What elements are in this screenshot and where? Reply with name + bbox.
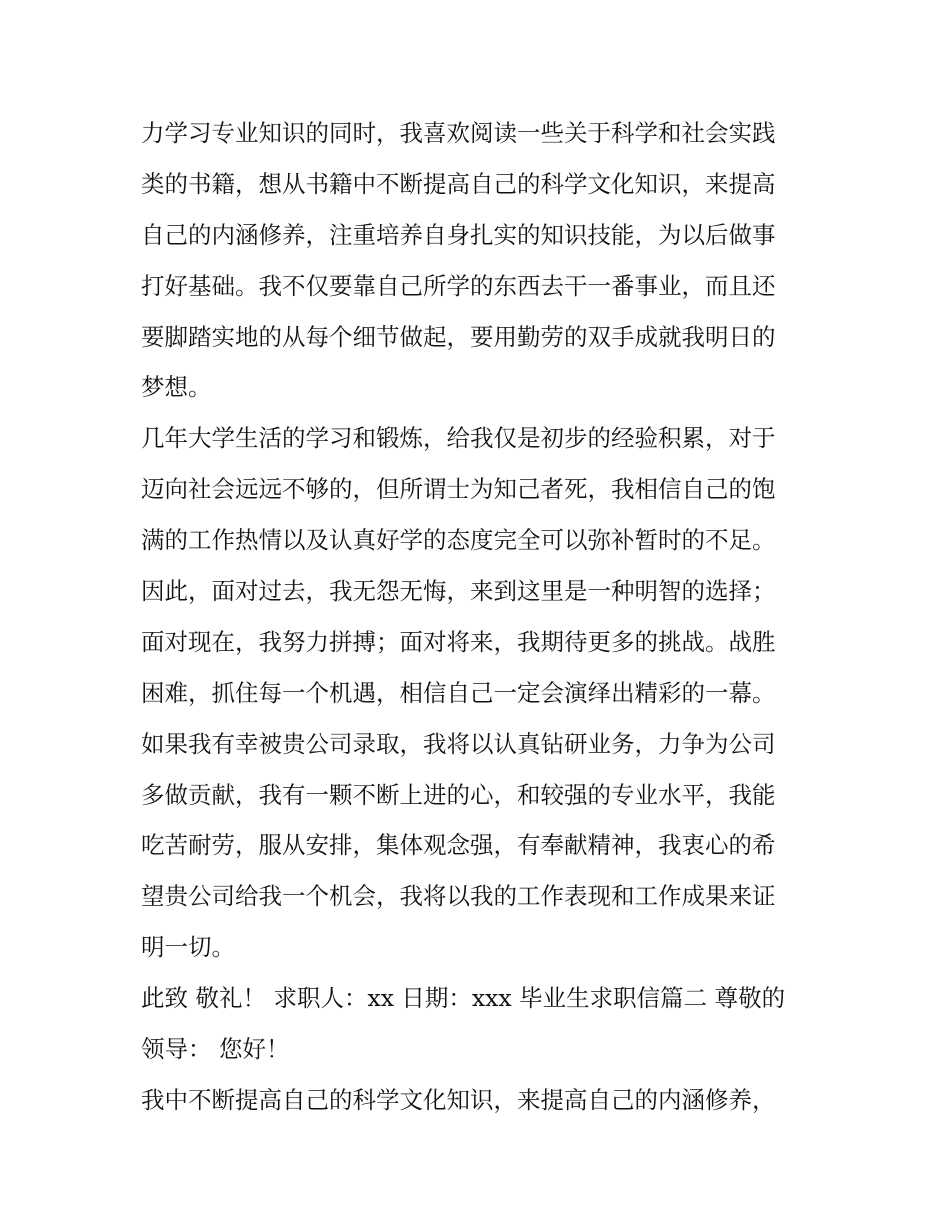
text-line: 打好基础。我不仅要靠自己所学的东西去干一番事业，而且还 [141,271,776,300]
text-line: 自己的内涵修养，注重培养自身扎实的知识技能，为以后做事 [141,220,776,249]
text-line: 多做贡献，我有一颗不断上进的心，和较强的专业水平，我能 [141,780,776,809]
text-line: 如果我有幸被贵公司录取，我将以认真钻研业务，力争为公司 [141,729,776,758]
text-line: 因此，面对过去，我无怨无悔，来到这里是一种明智的选择； [141,577,776,606]
text-line: 明一切。 [141,933,235,962]
text-line: 力学习专业知识的同时，我喜欢阅读一些关于科学和社会实践 [141,119,776,147]
text-line: 梦想。 [141,373,212,402]
document-body [141,108,821,1126]
text-line: 此致 敬礼！ 求职人：xx 日期：xxx 毕业生求职信篇二 尊敬的 [141,984,786,1013]
text-line: 几年大学生活的学习和锻炼，给我仅是初步的经验积累，对于 [141,424,776,453]
text-line: 我中不断提高自己的科学文化知识，来提高自己的内涵修养， [141,1085,776,1114]
text-line: 面对现在，我努力拼搏；面对将来，我期待更多的挑战。战胜 [141,627,776,656]
text-line: 困难，抓住每一个机遇，相信自己一定会演绎出精彩的一幕。 [141,678,776,707]
text-line: 领导： 您好！ [141,1035,290,1064]
text-line: 迈向社会远远不够的，但所谓士为知己者死，我相信自己的饱 [141,475,776,504]
text-line: 吃苦耐劳，服从安排，集体观念强，有奉献精神，我衷心的希 [141,831,776,860]
text-line: 望贵公司给我一个机会，我将以我的工作表现和工作成果来证 [141,882,776,911]
text-line: 满的工作热情以及认真好学的态度完全可以弥补暂时的不足。 [141,526,776,555]
text-line: 要脚踏实地的从每个细节做起，要用勤劳的双手成就我明日的 [141,322,776,351]
text-line: 类的书籍，想从书籍中不断提高自己的科学文化知识，来提高 [141,169,776,198]
